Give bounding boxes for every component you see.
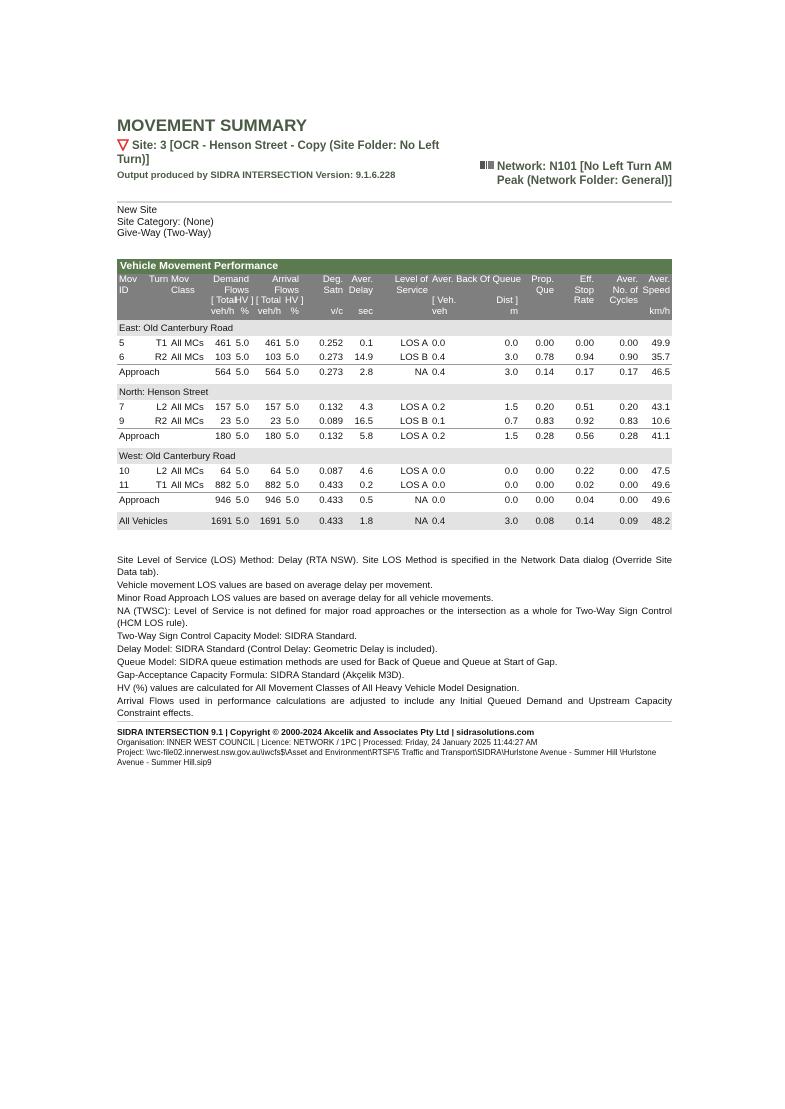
table-cell: 0.22 — [575, 465, 594, 477]
note: Delay Model: SIDRA Standard (Control Delay: Geometric Delay is included). — [117, 644, 438, 655]
section-header — [117, 384, 672, 400]
table-cell: NA — [375, 512, 430, 530]
produced-by: Output produced by SIDRA INTERSECTION Version: 9.1.6.228 — [117, 170, 396, 181]
table-cell: 0.087 — [319, 465, 343, 477]
table-cell: 0.0 — [504, 479, 518, 491]
column-header — [233, 275, 254, 317]
all-vehicles-row — [117, 512, 672, 530]
table-cell: 14.9 — [354, 351, 373, 363]
header-line: veh — [432, 305, 448, 317]
header-line: % — [240, 305, 249, 317]
table-cell: 564 — [209, 365, 233, 380]
table-cell: 0.17 — [556, 365, 596, 380]
table-cell: 1.5 — [504, 401, 518, 413]
table-cell: 0.00 — [596, 493, 640, 508]
table-cell: 0.00 — [535, 465, 554, 477]
table-cell: 2.8 — [345, 365, 375, 380]
header-line — [520, 307, 556, 318]
table-cell: 0.4 — [432, 366, 446, 378]
header-line: km/h — [649, 305, 670, 317]
table-cell: 0.4 — [430, 512, 445, 530]
table-cell: 0.132 — [319, 401, 343, 413]
site-title: Site: 3 [OCR - Henson Street - Copy (Site Folder: No Left Turn)] — [117, 140, 440, 166]
table-cell: 5.0 — [285, 415, 299, 427]
table-cell: 946 — [251, 493, 283, 508]
table-cell: 0.90 — [619, 351, 638, 363]
column-header — [556, 275, 596, 317]
table-cell: 48.2 — [640, 512, 672, 530]
table-cell: 3.0 — [445, 365, 520, 380]
table-cell: 23 — [270, 415, 281, 427]
table-cell: 0.00 — [520, 493, 556, 508]
column-header — [640, 275, 672, 317]
site-heading — [117, 139, 457, 167]
table-cell: 5.0 — [233, 365, 251, 380]
table-cell: 103 — [215, 351, 231, 363]
table-cell: 49.6 — [651, 479, 671, 491]
header-line — [169, 296, 209, 307]
column-header — [596, 275, 640, 317]
table-cell: 5.0 — [285, 479, 299, 491]
table-cell: 0.83 — [619, 415, 638, 427]
table-cell: 49.6 — [640, 493, 672, 508]
table-cell: 103 — [265, 351, 281, 363]
header-line: veh/h — [211, 305, 235, 317]
table-cell: 5.0 — [235, 351, 249, 363]
table-cell: 16.5 — [354, 415, 373, 427]
note: Arrival Flows used in performance calculations are adjusted to include any Initial Queued Demand and Upstream Capacity Constraint effects. — [117, 696, 672, 719]
header-line — [233, 275, 251, 286]
header-line — [147, 307, 169, 318]
column-header — [169, 275, 209, 317]
table-cell: 0.78 — [535, 351, 554, 363]
table-header — [117, 274, 672, 320]
header-line — [117, 307, 147, 318]
table-cell: 0.00 — [535, 479, 554, 491]
header-line: % — [290, 305, 299, 317]
table-cell: 3.0 — [445, 512, 520, 530]
table-cell: 180 — [251, 429, 283, 444]
footer-project: Project: \\wc-file02.innerwest.nsw.gov.au\iwcfs$\Asset and Environment\RTSF\5 Traffic and Transport\SIDRA\Hurlstone Avenue - Summer Hill \Hurlstone Avenue - Summer Hill.sip9 — [117, 748, 657, 767]
table-cell: 10.6 — [651, 415, 671, 427]
table-cell: 3.0 — [504, 351, 518, 363]
site-control: Give-Way (Two-Way) — [117, 228, 212, 239]
header-line — [375, 307, 430, 318]
table-cell: 0.92 — [575, 415, 594, 427]
table-cell: 0.2 — [432, 430, 446, 442]
table-cell: All Vehicles — [117, 512, 209, 530]
table-cell: 0.56 — [556, 429, 596, 444]
table-cell: 5.0 — [233, 493, 251, 508]
table-cell: 5.0 — [233, 512, 251, 530]
table-cell: Approach — [117, 365, 209, 380]
header-line: Speed — [642, 284, 670, 296]
page-title: MOVEMENT SUMMARY — [117, 116, 308, 135]
table-cell: LOS A — [400, 401, 428, 413]
table-cell: 0.1 — [432, 415, 446, 427]
column-header — [520, 275, 556, 317]
table-cell: Approach — [117, 429, 209, 444]
table-cell: 11 — [119, 479, 129, 491]
table-cell: LOS B — [400, 351, 428, 363]
site-category: Site Category: (None) — [117, 216, 214, 228]
table-cell: 5.0 — [283, 365, 301, 380]
table-cell: LOS A — [400, 337, 428, 349]
header-line: Demand — [213, 274, 249, 285]
table-cell: 1.5 — [445, 429, 520, 444]
header-line: Que — [536, 284, 554, 296]
table-cell: 0.1 — [359, 337, 373, 349]
column-header — [345, 275, 375, 317]
table-cell: 35.7 — [651, 351, 671, 363]
approach-name: West: Old Canterbury Road — [117, 448, 672, 464]
table-cell: 0.20 — [619, 401, 638, 413]
table-cell: 0.0 — [445, 493, 520, 508]
table-cell: 43.1 — [651, 401, 671, 413]
table-cell: 4.6 — [359, 465, 373, 477]
table-cell: 0.04 — [556, 493, 596, 508]
network-heading — [472, 160, 672, 188]
footer — [117, 727, 677, 768]
table-cell: 6 — [119, 351, 125, 363]
table-cell: 0.02 — [575, 479, 594, 491]
header-line — [283, 275, 301, 286]
table-cell: All MCs — [171, 337, 204, 349]
table-title: Vehicle Movement Performance — [117, 259, 672, 274]
table-cell: 5.0 — [285, 465, 299, 477]
table-cell: 0.089 — [319, 415, 343, 427]
table-cell: 180 — [209, 429, 233, 444]
table-cell: 1.8 — [345, 512, 375, 530]
approach-row — [117, 493, 672, 508]
table-cell: L2 — [156, 465, 167, 477]
table-cell: 64 — [270, 465, 281, 477]
table-cell: 0.00 — [619, 465, 638, 477]
note: Vehicle movement LOS values are based on average delay per movement. — [117, 580, 433, 591]
note: Minor Road Approach LOS values are based on average delay for all vehicle movements. — [117, 593, 494, 604]
table-cell: T1 — [155, 337, 167, 349]
site-info — [117, 205, 214, 240]
header-line — [147, 296, 169, 307]
table-cell: 0.09 — [596, 512, 640, 530]
table-cell: All MCs — [171, 351, 204, 363]
table-cell: 0.94 — [575, 351, 594, 363]
header-line: m — [510, 305, 518, 317]
note: Two-Way Sign Control Capacity Model: SIDRA Standard. — [117, 631, 357, 642]
table-cell: 0.433 — [319, 479, 343, 491]
table-cell: 0.28 — [520, 429, 556, 444]
table-cell: 9 — [119, 415, 125, 427]
header-line: Deg. — [322, 274, 343, 285]
table-cell: 0.433 — [301, 493, 345, 508]
header-line — [169, 307, 209, 318]
table-cell: 5 — [119, 337, 125, 349]
table-cell: 0.273 — [319, 351, 343, 363]
table-cell: NA — [375, 365, 430, 380]
header-line: Service — [396, 284, 428, 296]
table-cell: 0.4 — [432, 351, 446, 363]
table-cell: 5.0 — [235, 337, 249, 349]
table-cell: All MCs — [171, 401, 204, 413]
column-header — [375, 275, 430, 317]
table-cell: 0.20 — [535, 401, 554, 413]
header-line: [ Total — [255, 295, 281, 306]
table-cell: R2 — [154, 415, 167, 427]
divider — [117, 721, 672, 722]
table-cell: 0.00 — [619, 479, 638, 491]
table-cell: 4.3 — [359, 401, 373, 413]
site-name: New Site — [117, 205, 158, 216]
section-header — [117, 320, 672, 336]
header-line: Class — [171, 284, 195, 296]
header-line: v/c — [330, 305, 343, 317]
header-line: [ Total — [211, 295, 237, 306]
table-cell: 946 — [209, 493, 233, 508]
table-cell: LOS A — [400, 465, 428, 477]
header-line — [345, 296, 375, 307]
table-cell: Approach — [117, 493, 209, 508]
column-header — [301, 275, 345, 317]
table-cell: 46.5 — [640, 365, 672, 380]
header-line: Flows — [274, 284, 299, 296]
header-line: Turn — [149, 274, 169, 285]
header-line: Arrival — [272, 274, 299, 285]
header-line: Aver. — [351, 274, 373, 285]
header-line: sec — [358, 305, 373, 317]
table-cell: 49.9 — [651, 337, 671, 349]
header-line: Dist ] — [496, 295, 518, 306]
column-header — [117, 275, 147, 317]
table-cell: 0.08 — [520, 512, 556, 530]
table-row — [117, 478, 672, 493]
header-line — [445, 275, 520, 286]
header-line — [301, 296, 345, 307]
table-cell: 5.8 — [345, 429, 375, 444]
table-cell: 64 — [220, 465, 231, 477]
header-line: Mov — [119, 274, 137, 285]
header-line: Cycles — [609, 295, 638, 306]
note: NA (TWSC): Level of Service is not defined for major road approaches or the intersection as a whole for Two-Way Sign Control (HCM LOS rule). — [117, 606, 672, 629]
table-cell: LOS B — [400, 415, 428, 427]
table-cell: 0.14 — [556, 512, 596, 530]
approach-row — [117, 365, 672, 380]
table-cell: 5.0 — [283, 493, 301, 508]
table-cell: 5.0 — [235, 479, 249, 491]
table-cell: 0.132 — [301, 429, 345, 444]
header-line — [375, 296, 430, 307]
table-cell: 5.0 — [283, 429, 301, 444]
table-cell: 0.252 — [319, 337, 343, 349]
table-cell: All MCs — [171, 415, 204, 427]
header-line: Mov — [171, 274, 189, 285]
table-cell: 0.00 — [535, 337, 554, 349]
table-row — [117, 464, 672, 478]
column-header — [283, 275, 304, 317]
header-line: Aver. Back Of Queue — [432, 274, 522, 285]
table-row — [117, 336, 672, 350]
header-line — [520, 296, 556, 307]
table-cell: NA — [375, 493, 430, 508]
approach-row — [117, 429, 672, 444]
header-line: Flows — [224, 284, 249, 296]
table-cell: 10 — [119, 465, 130, 477]
header-line: [ Veh. — [432, 295, 457, 306]
header-line — [117, 296, 147, 307]
table-cell: 0.7 — [504, 415, 518, 427]
header-line: Delay — [348, 284, 373, 296]
table-cell: 461 — [265, 337, 281, 349]
note: Queue Model: SIDRA queue estimation methods are used for Back of Queue and Queue at Start of Gap. — [117, 657, 558, 668]
table-cell: 5.0 — [285, 401, 299, 413]
section-header — [117, 448, 672, 464]
header-line: Aver. — [616, 274, 638, 285]
table-cell: L2 — [156, 401, 167, 413]
table-cell: 564 — [251, 365, 283, 380]
header-line: HV ] — [285, 295, 304, 306]
table-cell: 0.0 — [504, 465, 518, 477]
table-cell: All MCs — [171, 479, 204, 491]
header-line: Rate — [573, 295, 594, 306]
table-cell: 41.1 — [640, 429, 672, 444]
header-line: Satn — [323, 284, 343, 296]
table-cell: R2 — [154, 351, 167, 363]
table-cell: T1 — [155, 479, 167, 491]
table-cell: 461 — [215, 337, 231, 349]
table-cell: 0.83 — [535, 415, 554, 427]
table-cell: 0.0 — [432, 465, 446, 477]
table-cell: 5.0 — [283, 512, 301, 530]
header-line: Stop — [574, 284, 594, 296]
header-line: Eff. — [579, 274, 594, 285]
footer-copyright: SIDRA INTERSECTION 9.1 | Copyright © 2000-2024 Akcelik and Associates Pty Ltd | sidrasolutions.com — [117, 727, 535, 737]
header-line: HV ] — [235, 295, 254, 306]
table-cell: 157 — [215, 401, 231, 413]
header-line — [556, 307, 596, 318]
header-line: Aver. — [648, 274, 670, 285]
table-cell: 5.0 — [235, 401, 249, 413]
header-line: veh/h — [257, 305, 281, 317]
note: HV (%) values are calculated for All Movement Classes of All Heavy Vehicle Model Designation. — [117, 683, 520, 694]
notes — [117, 555, 672, 721]
header-line: Level of — [394, 274, 428, 285]
note: Site Level of Service (LOS) Method: Delay (RTA NSW). Site LOS Method is specified in the Network Data dialog (Override Site Data tab). — [117, 555, 672, 578]
table-cell: 0.28 — [596, 429, 640, 444]
table-cell: 0.00 — [619, 337, 638, 349]
table-row — [117, 414, 672, 429]
header-line — [640, 296, 672, 307]
note: Gap-Acceptance Capacity Formula: SIDRA Standard (Akçelik M3D). — [117, 670, 405, 681]
column-header — [147, 275, 169, 317]
table-cell: 0.17 — [596, 365, 640, 380]
header-line: No. of — [612, 284, 638, 296]
table-cell: 0.433 — [301, 512, 345, 530]
table-cell: 5.0 — [285, 351, 299, 363]
table-cell: 882 — [215, 479, 231, 491]
table-cell: 157 — [265, 401, 281, 413]
network-icon — [480, 161, 494, 169]
table-cell: 0.00 — [575, 337, 594, 349]
table-cell: 47.5 — [651, 465, 671, 477]
table-cell: 0.2 — [359, 479, 373, 491]
table-cell: 0.273 — [301, 365, 345, 380]
table-cell: 5.0 — [285, 337, 299, 349]
table-cell: 23 — [220, 415, 231, 427]
table-cell: 0.0 — [432, 494, 446, 506]
table-cell: 0.0 — [432, 479, 446, 491]
approach-name: North: Henson Street — [117, 384, 672, 400]
table-cell: 0.0 — [504, 337, 518, 349]
footer-organisation: Organisation: INNER WEST COUNCIL | Licence: NETWORK / 1PC | Processed: Friday, 24 January 2025 11:44:27 AM — [117, 738, 538, 747]
table-cell: 0.51 — [575, 401, 594, 413]
approach-name: East: Old Canterbury Road — [117, 320, 672, 336]
table-cell: LOS A — [400, 479, 428, 491]
table-cell: 7 — [119, 401, 125, 413]
table-cell: 1691 — [251, 512, 283, 530]
table-row — [117, 400, 672, 414]
movement-table — [117, 259, 672, 530]
table-cell: 1691 — [209, 512, 233, 530]
table-row — [117, 350, 672, 365]
table-cell: 0.14 — [520, 365, 556, 380]
table-cell: 5.0 — [233, 429, 251, 444]
header-line: Prop. — [531, 274, 554, 285]
header-line — [596, 307, 640, 318]
column-header — [445, 275, 520, 317]
divider — [117, 201, 672, 203]
network-title: Network: N101 [No Left Turn AM Peak (Network Folder: General)] — [496, 161, 672, 187]
table-cell: 5.0 — [235, 415, 249, 427]
table-cell: 882 — [265, 479, 281, 491]
table-cell: LOS A — [375, 429, 430, 444]
header-line: ID — [119, 284, 129, 296]
give-way-icon — [117, 139, 129, 151]
table-cell: 0.0 — [432, 337, 446, 349]
table-cell: 0.5 — [345, 493, 375, 508]
table-cell: 0.2 — [432, 401, 446, 413]
table-cell: 5.0 — [235, 465, 249, 477]
table-cell: All MCs — [171, 465, 204, 477]
